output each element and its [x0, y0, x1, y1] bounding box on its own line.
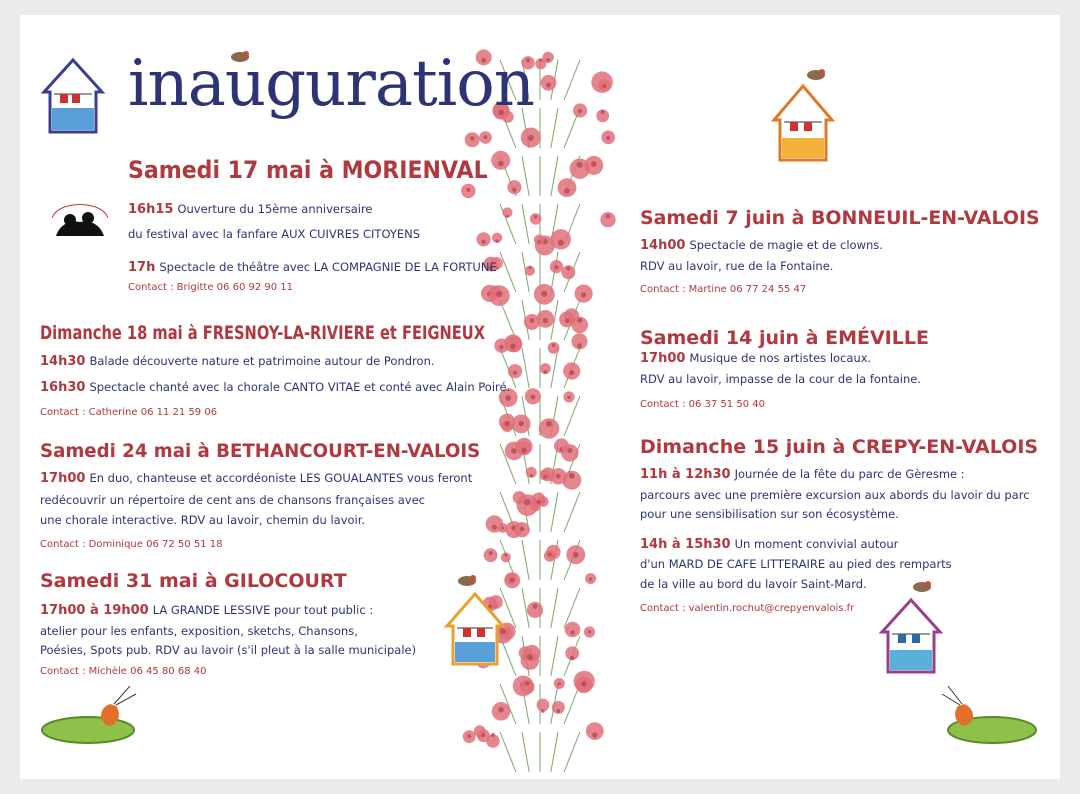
aux-cuivres-citoyens-logo [48, 196, 112, 244]
event-description: redécouvrir un répertoire de cent ans de chansons françaises avec [40, 493, 425, 507]
poppy-center [528, 135, 534, 141]
event-description: Poésies, Spots pub. RDV au lavoir (s'il pleut à la salle municipale) [40, 643, 417, 657]
event-contact: Contact : Brigitte 06 60 92 90 11 [128, 282, 294, 293]
poppy-center [512, 188, 516, 192]
event-time: 17h00 à 19h00 [40, 603, 149, 618]
house-icon-yellow [445, 592, 505, 666]
poppy-flower [558, 178, 577, 197]
poppy-center [527, 654, 533, 660]
poppy-center [541, 709, 545, 713]
event-time: 14h00 [640, 238, 686, 253]
house-icon-orange [772, 84, 834, 162]
event-time: 17h00 [40, 471, 86, 486]
event-time: 16h15 [128, 202, 174, 217]
poppy-center [555, 265, 559, 269]
event-line [640, 238, 883, 253]
event-description: En duo, chanteuse et accordéoniste LES GOUALANTES vous feront [89, 471, 473, 485]
poppy-center [606, 214, 611, 219]
event-time: 11h à 12h30 [640, 467, 731, 482]
poppy-center [567, 396, 570, 399]
poppy-center [537, 500, 541, 504]
poppy-center [569, 370, 574, 375]
event-line [640, 372, 921, 387]
poppy-center [489, 551, 493, 555]
poppy-center [505, 421, 510, 426]
event-line [640, 488, 1030, 503]
house-icon-purple [880, 598, 942, 674]
poppy-center [577, 162, 583, 168]
event-line [640, 557, 952, 572]
poppy-center [498, 707, 504, 713]
poppy-center [546, 421, 552, 427]
poppy-center [511, 448, 517, 454]
poppy-center [504, 554, 507, 557]
poppy-center [496, 291, 502, 297]
event-line [40, 493, 425, 508]
poppy-center [533, 604, 538, 609]
poppy-flower [491, 151, 510, 170]
poppy-center [573, 552, 579, 558]
poppy-center [601, 110, 605, 114]
event-time: 17h00 [640, 351, 686, 366]
event-line [40, 643, 416, 658]
event-line [40, 354, 435, 369]
poppy-center [510, 578, 515, 583]
poppy-center [520, 527, 525, 532]
poppy-center [556, 474, 561, 479]
poppy-center [531, 395, 536, 400]
poppy-center [538, 240, 541, 243]
poppy-center [558, 682, 561, 685]
event-time: 14h à 15h30 [640, 537, 731, 552]
poppy-center [525, 681, 529, 685]
poppy-center [591, 161, 597, 167]
event-time: 16h30 [40, 380, 86, 395]
poppy-center [482, 240, 486, 244]
poppy-flower [530, 213, 542, 225]
poppy-center [499, 345, 503, 349]
poppy-center [470, 136, 474, 140]
event-heading: Samedi 7 juin à BONNEUIL-EN-VALOIS [640, 207, 1040, 229]
event-line [40, 380, 510, 395]
event-line [128, 227, 420, 242]
poppy-center [496, 239, 499, 242]
event-description: Spectacle de théâtre avec LA COMPAGNIE DE LA FORTUNE [159, 260, 497, 274]
poppy-center [484, 135, 488, 139]
poppy-flower [565, 622, 581, 638]
poppy-flower [477, 232, 491, 246]
poppy-center [603, 84, 607, 88]
event-heading: Samedi 17 mai à MORIENVAL [128, 156, 488, 184]
poppy-flower [521, 652, 539, 670]
poppy-center [548, 553, 552, 557]
poppy-center [505, 395, 511, 401]
event-heading: Dimanche 15 juin à CREPY-EN-VALOIS [640, 436, 1039, 458]
bird-icon [804, 66, 828, 82]
poppy-center [541, 291, 547, 297]
house-icon-blue [42, 58, 104, 134]
poppy-center [528, 266, 531, 269]
poppy-flower [539, 469, 550, 480]
event-description: Spectacle de magie et de clowns. [689, 238, 883, 252]
event-line [40, 603, 373, 618]
event-line [640, 537, 898, 552]
poppy-center [466, 188, 470, 192]
event-description: Spectacle chanté avec la chorale CANTO VITAE et conté avec Alain Poiré. [89, 380, 511, 394]
poppy-center [530, 474, 533, 477]
event-description: du festival avec la fanfare AUX CUIVRES CITOYENS [128, 227, 421, 241]
event-line [40, 471, 472, 486]
event-time: 14h30 [40, 354, 86, 369]
poppy-center [467, 734, 471, 738]
poppy-center [569, 473, 575, 479]
page-title: inauguration [128, 47, 534, 121]
shrimp-on-leaf-illustration [40, 684, 140, 746]
event-description: Ouverture du 15ème anniversaire [177, 202, 373, 216]
event-description: RDV au lavoir, impasse de la cour de la fontaine. [640, 372, 921, 386]
event-description: une chorale interactive. RDV au lavoir, chemin du lavoir. [40, 513, 366, 527]
event-description: RDV au lavoir, rue de la Fontaine. [640, 259, 834, 273]
bird-icon [910, 578, 934, 594]
poppy-center [570, 656, 574, 660]
poppy-center [566, 266, 570, 270]
poppy-flower [504, 334, 522, 352]
event-heading: Samedi 31 mai à GILOCOURT [40, 570, 347, 592]
poppy-center [481, 733, 485, 737]
poppy-flower [507, 180, 521, 194]
poppy-center [578, 109, 582, 113]
poppy-center [544, 370, 547, 373]
poppy-center [565, 318, 570, 323]
event-description: Balade découverte nature et patrimoine autour de Pondron. [89, 354, 435, 368]
event-description: de la ville au bord du lavoir Saint-Mard. [640, 577, 867, 591]
poppy-center [546, 58, 549, 61]
poppy-flower [532, 493, 546, 507]
poppy-center [592, 732, 597, 737]
poppy-center [589, 578, 592, 581]
poppy-center [518, 421, 524, 427]
shrimp-on-leaf-illustration [940, 684, 1040, 746]
poppy-center [492, 525, 497, 530]
poppy-center [558, 240, 564, 246]
poppy-center [539, 59, 542, 62]
event-description: Musique de nos artistes locaux. [689, 351, 872, 365]
event-line [640, 467, 965, 482]
event-line [128, 260, 497, 275]
event-contact: Contact : Martine 06 77 24 55 47 [640, 284, 807, 295]
poppy-center [498, 161, 504, 167]
event-line [40, 624, 358, 639]
event-heading: Samedi 14 juin à EMÉVILLE [640, 327, 929, 349]
event-description: LA GRANDE LESSIVE pour tout public : [152, 603, 374, 617]
poppy-center [534, 215, 537, 218]
event-line [640, 259, 833, 274]
event-description: Un moment convivial autour [734, 537, 899, 551]
event-description: parcours avec une première excursion aux abords du lavoir du parc [640, 488, 1030, 502]
event-contact: Contact : valentin.rochut@crepyenvalois.fr [640, 603, 855, 614]
event-description: pour une sensibilisation sur son écosystème. [640, 507, 899, 521]
event-line [640, 351, 871, 366]
poppy-center [524, 499, 531, 506]
poppy-center [564, 188, 570, 194]
event-line [40, 513, 365, 528]
event-line [640, 577, 867, 592]
event-contact: Contact : 06 37 51 50 40 [640, 399, 765, 410]
poppy-center [522, 448, 527, 453]
poppy-center [510, 344, 515, 349]
poppy-center [577, 343, 582, 348]
poppy-center [567, 448, 572, 453]
event-line [640, 507, 899, 522]
poppy-center [546, 83, 551, 88]
event-line [128, 202, 373, 217]
poppy-center [543, 475, 546, 478]
poppy-center [530, 318, 535, 323]
event-heading: Samedi 24 mai à BETHANCOURT-EN-VALOIS [40, 440, 481, 462]
poppy-center [491, 733, 495, 737]
event-contact: Contact : Michèle 06 45 80 68 40 [40, 666, 207, 677]
poppy-center [557, 709, 561, 713]
poppy-center [581, 292, 586, 297]
poppy-center [506, 215, 509, 218]
event-description: d'un MARD DE CAFE LITTERAIRE au pied des remparts [640, 557, 952, 571]
poppy-center [543, 318, 548, 323]
event-time: 17h [128, 260, 156, 275]
poppy-center [606, 136, 610, 140]
event-heading: Dimanche 18 mai à FRESNOY-LA-RIVIERE et FEIGNEUX [40, 322, 485, 344]
poppy-center [581, 681, 586, 686]
poppy-center [588, 630, 591, 633]
event-description: atelier pour les enfants, exposition, sketchs, Chansons, [40, 624, 358, 638]
poppy-center [570, 630, 575, 635]
poppy-center [513, 371, 517, 375]
event-contact: Contact : Catherine 06 11 21 59 06 [40, 407, 218, 418]
bird-icon [455, 572, 479, 588]
event-contact: Contact : Dominique 06 72 50 51 18 [40, 539, 223, 550]
event-description: Journée de la fête du parc de Gèresme : [734, 467, 965, 481]
poppy-center [552, 344, 556, 348]
poppy-flower [486, 515, 503, 532]
